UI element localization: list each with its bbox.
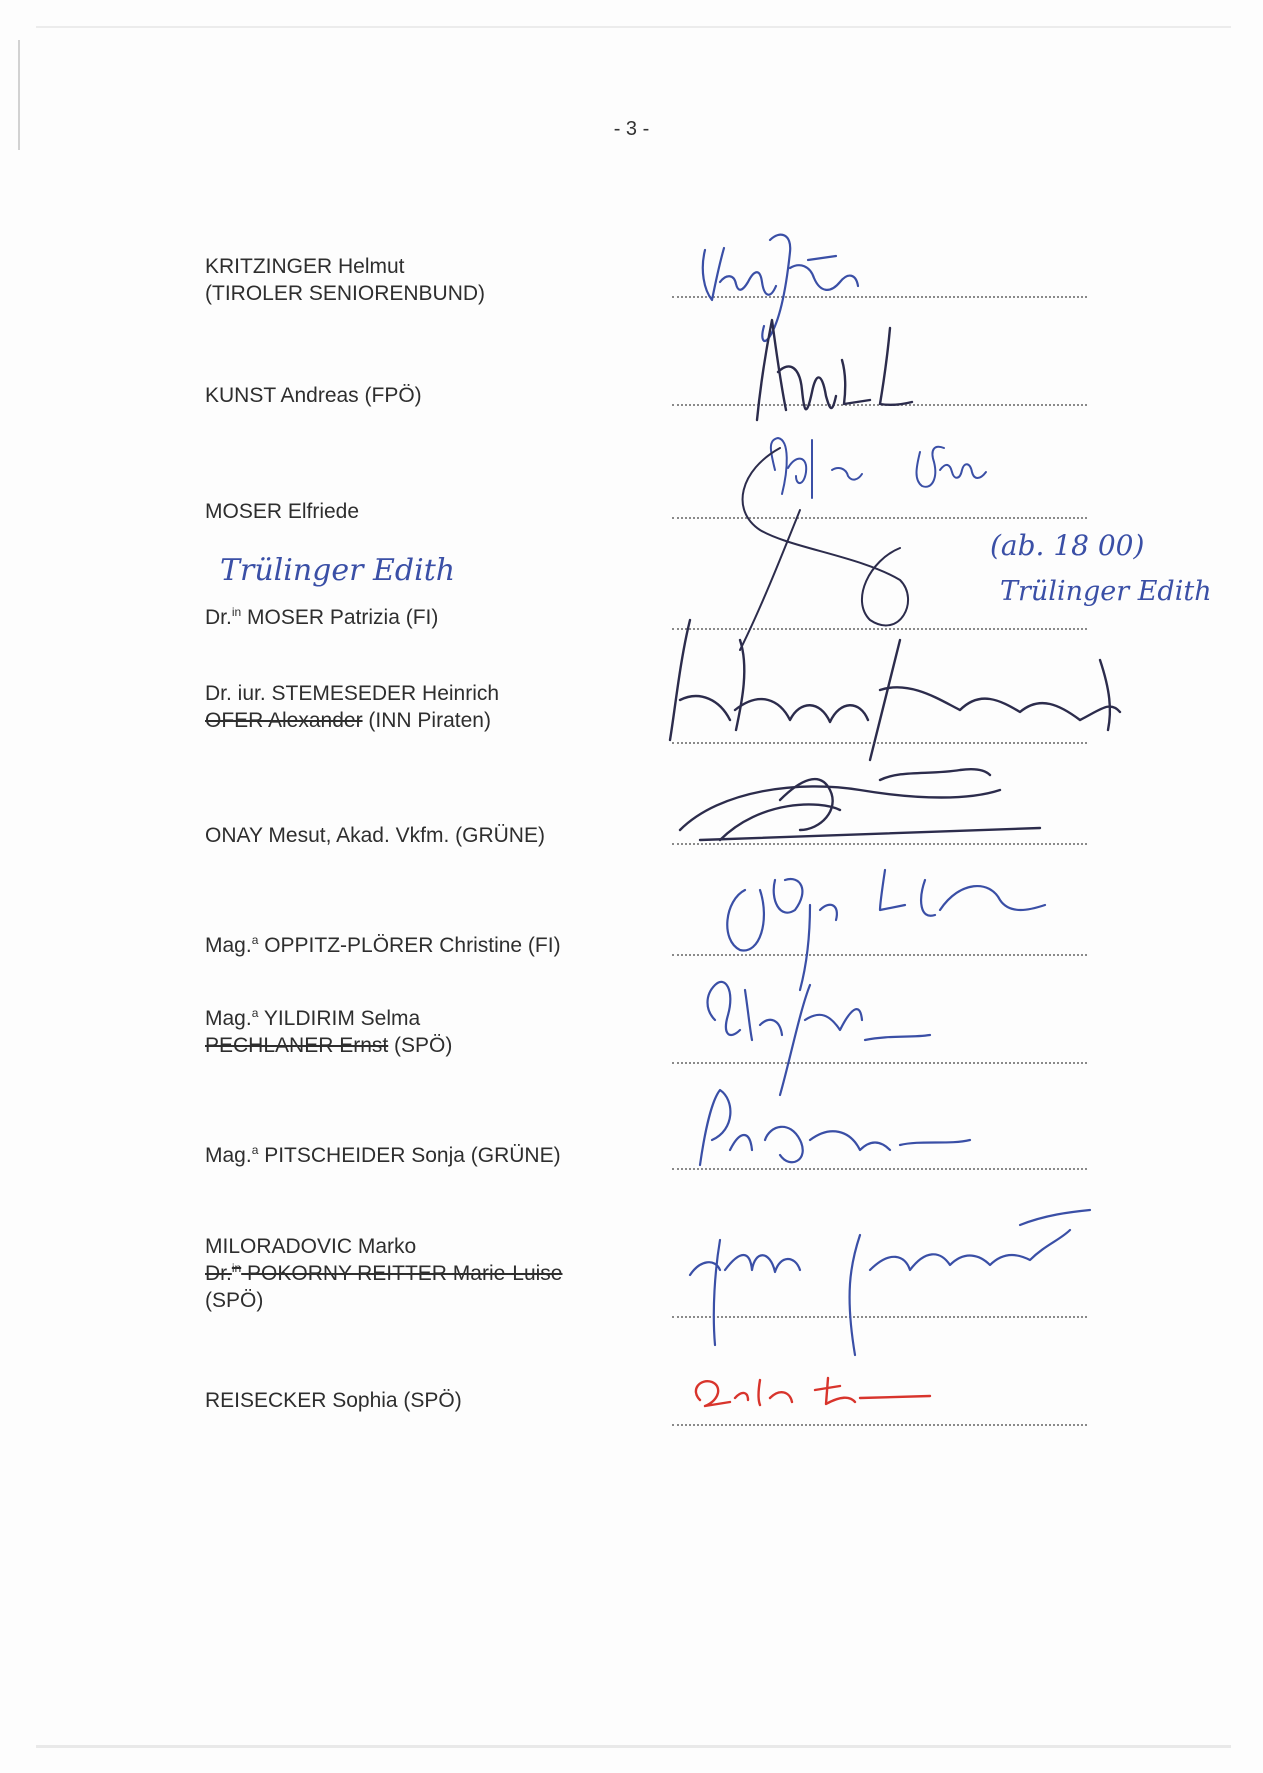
name-text: Dr. iur. STEMESEDER Heinrich [205, 682, 500, 705]
struck-name: POKORNY-REITTER Marie-Luise [241, 1262, 563, 1285]
name-text: KUNST Andreas (FPÖ) [205, 384, 422, 407]
name-text: REISECKER Sophia (SPÖ) [205, 1389, 462, 1412]
name-text: MOSER Patrizia (FI) [241, 606, 439, 629]
struck-name: PECHLANER Ernst [205, 1034, 389, 1057]
name-text: OPPITZ-PLÖRER Christine (FI) [258, 934, 561, 957]
struck-name: Dr. [205, 1262, 232, 1285]
signature-moser-elfriede [771, 438, 986, 498]
signature-oppitz-ploerer [727, 870, 1045, 990]
name-text: Mag. [205, 934, 252, 957]
name-text: (SPÖ) [388, 1034, 453, 1057]
signature-reisecker [696, 1378, 930, 1406]
title-suffix: a [251, 1006, 259, 1020]
name-text: Dr. [205, 606, 232, 629]
name-text: (TIROLER SENIORENBUND) [205, 282, 486, 305]
name-text: YILDIRIM Selma [258, 1007, 421, 1030]
signature-onay [680, 769, 1040, 840]
struck-name: OFER Alexander [205, 709, 363, 732]
name-text: PITSCHEIDER Sonja (GRÜNE) [258, 1144, 561, 1167]
title-suffix: in [231, 605, 242, 619]
page-number: - 3 - [613, 118, 650, 140]
signature-kunst [757, 320, 912, 420]
handwritten-name-note: Trülinger Edith [1000, 576, 1212, 607]
name-text: KRITZINGER Helmut [205, 255, 405, 278]
title-suffix: a [251, 933, 259, 947]
name-text: ONAY Mesut, Akad. Vkfm. (GRÜNE) [205, 824, 545, 847]
handwritten-time-note: (ab. 18 00) [990, 529, 1145, 562]
name-text: Mag. [205, 1007, 252, 1030]
signature-moser-patrizia [740, 448, 908, 650]
name-text: MOSER Elfriede [205, 500, 360, 523]
name-text: Mag. [205, 1144, 252, 1167]
handwritten-name-left: Trülinger Edith [220, 553, 456, 588]
title-suffix: a [251, 1143, 259, 1157]
name-text: MILORADOVIC Marko [205, 1235, 417, 1258]
signature-miloradovic [690, 1210, 1090, 1355]
signature-kritzinger [703, 235, 858, 341]
signature-stemeseder [670, 620, 1120, 760]
name-text: (SPÖ) [205, 1289, 264, 1312]
struck-name: in [231, 1261, 242, 1275]
name-text: (INN Piraten) [362, 709, 491, 732]
signature-yildirim [708, 982, 931, 1095]
signature-pitscheider [700, 1090, 970, 1165]
